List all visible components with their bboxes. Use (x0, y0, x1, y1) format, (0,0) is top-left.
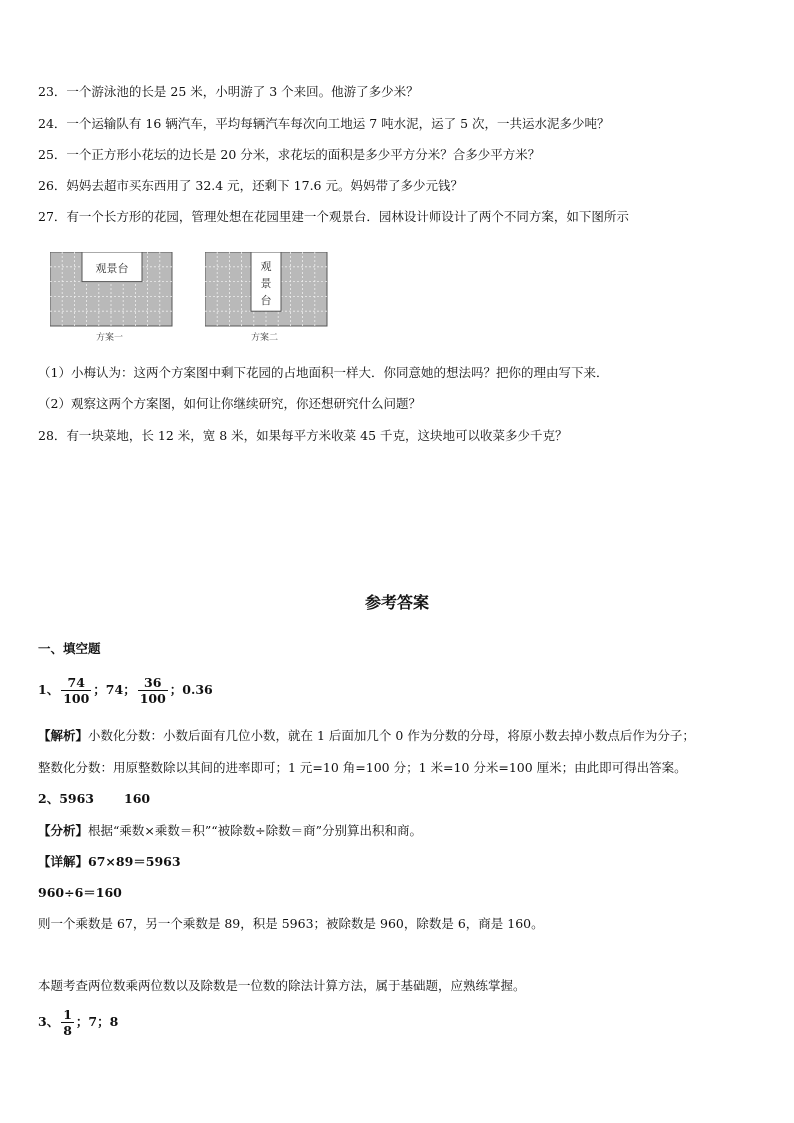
question-27-part-1: （1）小梅认为：这两个方案图中剩下花园的占地面积一样大．你同意她的想法吗？把你的理由写下来． (38, 365, 609, 380)
question-25: 25．一个正方形小花坛的边长是 20 分米，求花坛的面积是多少平方分米？合多少平方米？ (38, 147, 541, 162)
answer-2 (38, 791, 150, 807)
plan-1-figure (50, 252, 174, 332)
answer-1-fraction-2 (138, 675, 168, 706)
question-27: 27．有一个长方形的花园，管理处想在花园里建一个观景台．园林设计师设计了两个不同方案，如下图所示 (38, 209, 629, 224)
plan-1-caption: 方案一 (96, 333, 124, 343)
fraction-denominator: 100 (63, 691, 90, 706)
plan-2-figure (205, 252, 329, 332)
plan-1-platform-label: 观景台 (95, 262, 129, 275)
fraction-denominator: 8 (63, 1023, 72, 1038)
analysis-text: 根据“乘数×乘数＝积”“被除数÷除数＝商”分别算出积和商。 (88, 823, 423, 838)
fraction-denominator: 100 (139, 691, 166, 706)
fraction-numerator: 1 (63, 1007, 72, 1022)
answer-2-value-1: 5963 (59, 791, 94, 806)
answer-3-tail: ；7；8 (75, 1014, 119, 1029)
plan-2-platform-char-3: 台 (260, 294, 272, 307)
explanation-tag: 【解析】 (38, 728, 89, 743)
plan-2-platform-char-2: 景 (260, 277, 272, 290)
plan-2-platform-char-1: 观 (260, 260, 272, 273)
answer-2-analysis (38, 823, 422, 839)
answer-1 (38, 674, 213, 706)
answer-1-explanation-2: 整数化分数：用原整数除以其间的进率即可；1 元=10 角=100 分；1 米=10 分米=100 厘米；由此即可得出答案。 (38, 760, 687, 775)
detail-tag: 【详解】 (38, 854, 89, 869)
detail-equation-2: 960÷6＝160 (38, 885, 122, 900)
analysis-tag: 【分析】 (38, 823, 89, 838)
answer-3 (38, 1006, 118, 1038)
answer-1-number: 1、 (38, 682, 60, 697)
answer-3-fraction (61, 1007, 74, 1038)
answer-2-result: 则一个乘数是 67，另一个乘数是 89，积是 5963；被除数是 960，除数是 6，商是 160。 (38, 916, 544, 931)
answer-2-number: 2、 (38, 791, 60, 806)
question-27-part-2: （2）观察这两个方案图，如何让你继续研究，你还想研究什么问题？ (38, 396, 421, 411)
explanation-text: 小数化分数：小数后面有几位小数，就在 1 后面加几个 0 作为分数的分母，将原小数去掉小数点后作为分子； (88, 728, 695, 743)
question-23: 23．一个游泳池的长是 25 米，小明游了 3 个来回。他游了多少米？ (38, 84, 419, 99)
plan-1-grid (50, 252, 174, 328)
question-26: 26．妈妈去超市买东西用了 32.4 元，还剩下 17.6 元。妈妈带了多少元钱？ (38, 178, 463, 193)
answer-2-summary: 本题考查两位数乘两位数以及除数是一位数的除法计算方法，属于基础题，应熟练掌握。 (38, 978, 526, 993)
question-24: 24．一个运输队有 16 辆汽车，平均每辆汽车每次向工地运 7 吨水泥，运了 5 次，一共运水泥多少吨？ (38, 116, 610, 131)
answers-title: 参考答案 (364, 593, 429, 612)
answer-2-detail (38, 854, 181, 870)
answer-1-middle: ；74； (93, 682, 136, 697)
detail-equation-1: 67×89＝5963 (88, 854, 181, 869)
answer-3-number: 3、 (38, 1014, 60, 1029)
fraction-numerator: 74 (61, 675, 91, 691)
plan-2-caption: 方案二 (251, 333, 279, 343)
answer-1-explanation (38, 728, 695, 744)
fraction-numerator: 36 (138, 675, 168, 691)
section-fill-in-blank: 一、填空题 (38, 641, 101, 656)
plan-2-grid (205, 252, 329, 328)
answer-2-value-2: 160 (124, 791, 151, 806)
answer-1-fraction-1 (61, 675, 91, 706)
question-28: 28．有一块菜地，长 12 米，宽 8 米，如果每平方米收菜 45 千克，这块地可以收菜多少千克？ (38, 428, 568, 443)
answer-1-tail: ；0.36 (169, 682, 213, 697)
